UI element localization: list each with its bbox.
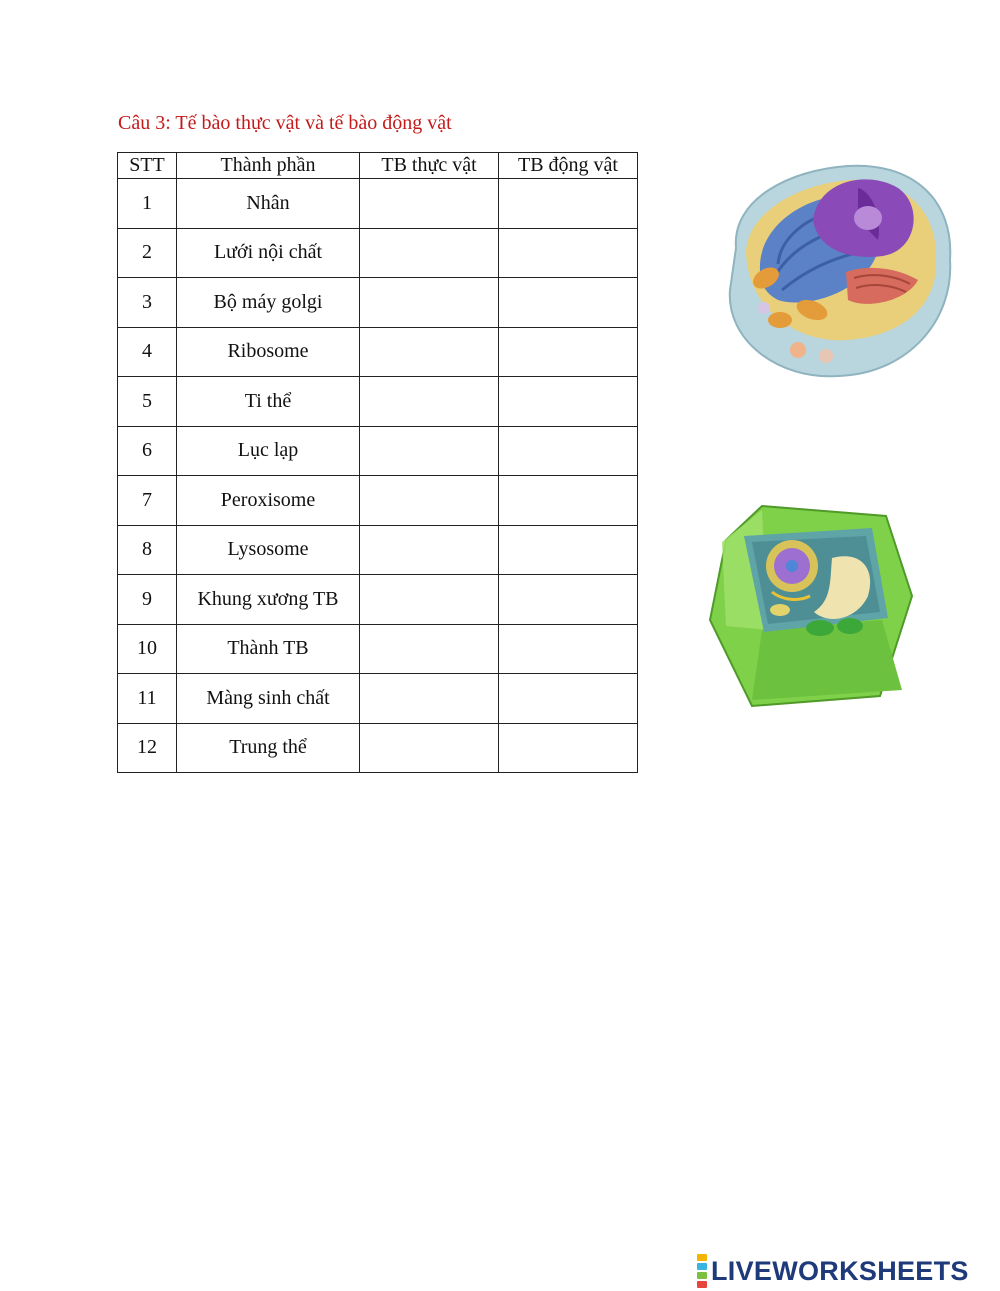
component-name: Lysosome xyxy=(177,525,360,575)
animal-cell-answer-field[interactable] xyxy=(499,426,638,476)
row-number: 11 xyxy=(118,674,177,724)
table-row xyxy=(118,426,638,476)
animal-cell-answer-field[interactable] xyxy=(499,525,638,575)
table-row xyxy=(118,525,638,575)
table-row xyxy=(118,476,638,526)
table-row xyxy=(118,377,638,427)
plant-cell-answer-field[interactable] xyxy=(360,426,499,476)
animal-cell-image xyxy=(718,160,958,382)
row-number: 7 xyxy=(118,476,177,526)
row-number: 1 xyxy=(118,179,177,229)
animal-cell-answer-field[interactable] xyxy=(499,278,638,328)
animal-cell-answer-field[interactable] xyxy=(499,377,638,427)
question-title: Câu 3: Tế bào thực vật và tế bào động vật xyxy=(118,112,452,134)
header-plant-cell: TB thực vật xyxy=(360,153,499,179)
component-name: Lục lạp xyxy=(177,426,360,476)
plant-cell-answer-field[interactable] xyxy=(360,674,499,724)
component-name: Ribosome xyxy=(177,327,360,377)
component-name: Nhân xyxy=(177,179,360,229)
animal-cell-answer-field[interactable] xyxy=(499,575,638,625)
table-row xyxy=(118,575,638,625)
plant-cell-answer-field[interactable] xyxy=(360,575,499,625)
organelle-table xyxy=(117,152,638,773)
plant-cell-answer-field[interactable] xyxy=(360,228,499,278)
animal-cell-answer-field[interactable] xyxy=(499,179,638,229)
animal-cell-answer-field[interactable] xyxy=(499,723,638,773)
animal-cell-answer-field[interactable] xyxy=(499,476,638,526)
table-row xyxy=(118,278,638,328)
logo-blocks-icon xyxy=(697,1254,707,1288)
animal-cell-answer-field[interactable] xyxy=(499,228,638,278)
plant-cell-answer-field[interactable] xyxy=(360,278,499,328)
table-header-row xyxy=(118,153,638,179)
component-name: Bộ máy golgi xyxy=(177,278,360,328)
row-number: 12 xyxy=(118,723,177,773)
component-name: Ti thể xyxy=(177,377,360,427)
table-row xyxy=(118,723,638,773)
animal-cell-answer-field[interactable] xyxy=(499,327,638,377)
row-number: 10 xyxy=(118,624,177,674)
plant-cell-answer-field[interactable] xyxy=(360,377,499,427)
plant-cell-answer-field[interactable] xyxy=(360,525,499,575)
row-number: 5 xyxy=(118,377,177,427)
header-animal-cell: TB động vật xyxy=(499,153,638,179)
plant-cell-answer-field[interactable] xyxy=(360,476,499,526)
component-name: Thành TB xyxy=(177,624,360,674)
plant-cell-answer-field[interactable] xyxy=(360,723,499,773)
component-name: Khung xương TB xyxy=(177,575,360,625)
plant-cell-answer-field[interactable] xyxy=(360,624,499,674)
plant-cell-image xyxy=(702,500,914,712)
row-number: 9 xyxy=(118,575,177,625)
row-number: 6 xyxy=(118,426,177,476)
plant-cell-answer-field[interactable] xyxy=(360,327,499,377)
header-stt: STT xyxy=(118,153,177,179)
row-number: 3 xyxy=(118,278,177,328)
component-name: Màng sinh chất xyxy=(177,674,360,724)
table-row xyxy=(118,674,638,724)
logo-text: LIVEWORKSHEETS xyxy=(711,1255,969,1286)
row-number: 4 xyxy=(118,327,177,377)
liveworksheets-logo xyxy=(697,1253,969,1289)
table-row xyxy=(118,624,638,674)
animal-cell-answer-field[interactable] xyxy=(499,624,638,674)
row-number: 8 xyxy=(118,525,177,575)
component-name: Lưới nội chất xyxy=(177,228,360,278)
component-name: Trung thể xyxy=(177,723,360,773)
table-row xyxy=(118,179,638,229)
header-part: Thành phần xyxy=(177,153,360,179)
row-number: 2 xyxy=(118,228,177,278)
table-row xyxy=(118,228,638,278)
plant-cell-answer-field[interactable] xyxy=(360,179,499,229)
table-row xyxy=(118,327,638,377)
animal-cell-answer-field[interactable] xyxy=(499,674,638,724)
component-name: Peroxisome xyxy=(177,476,360,526)
